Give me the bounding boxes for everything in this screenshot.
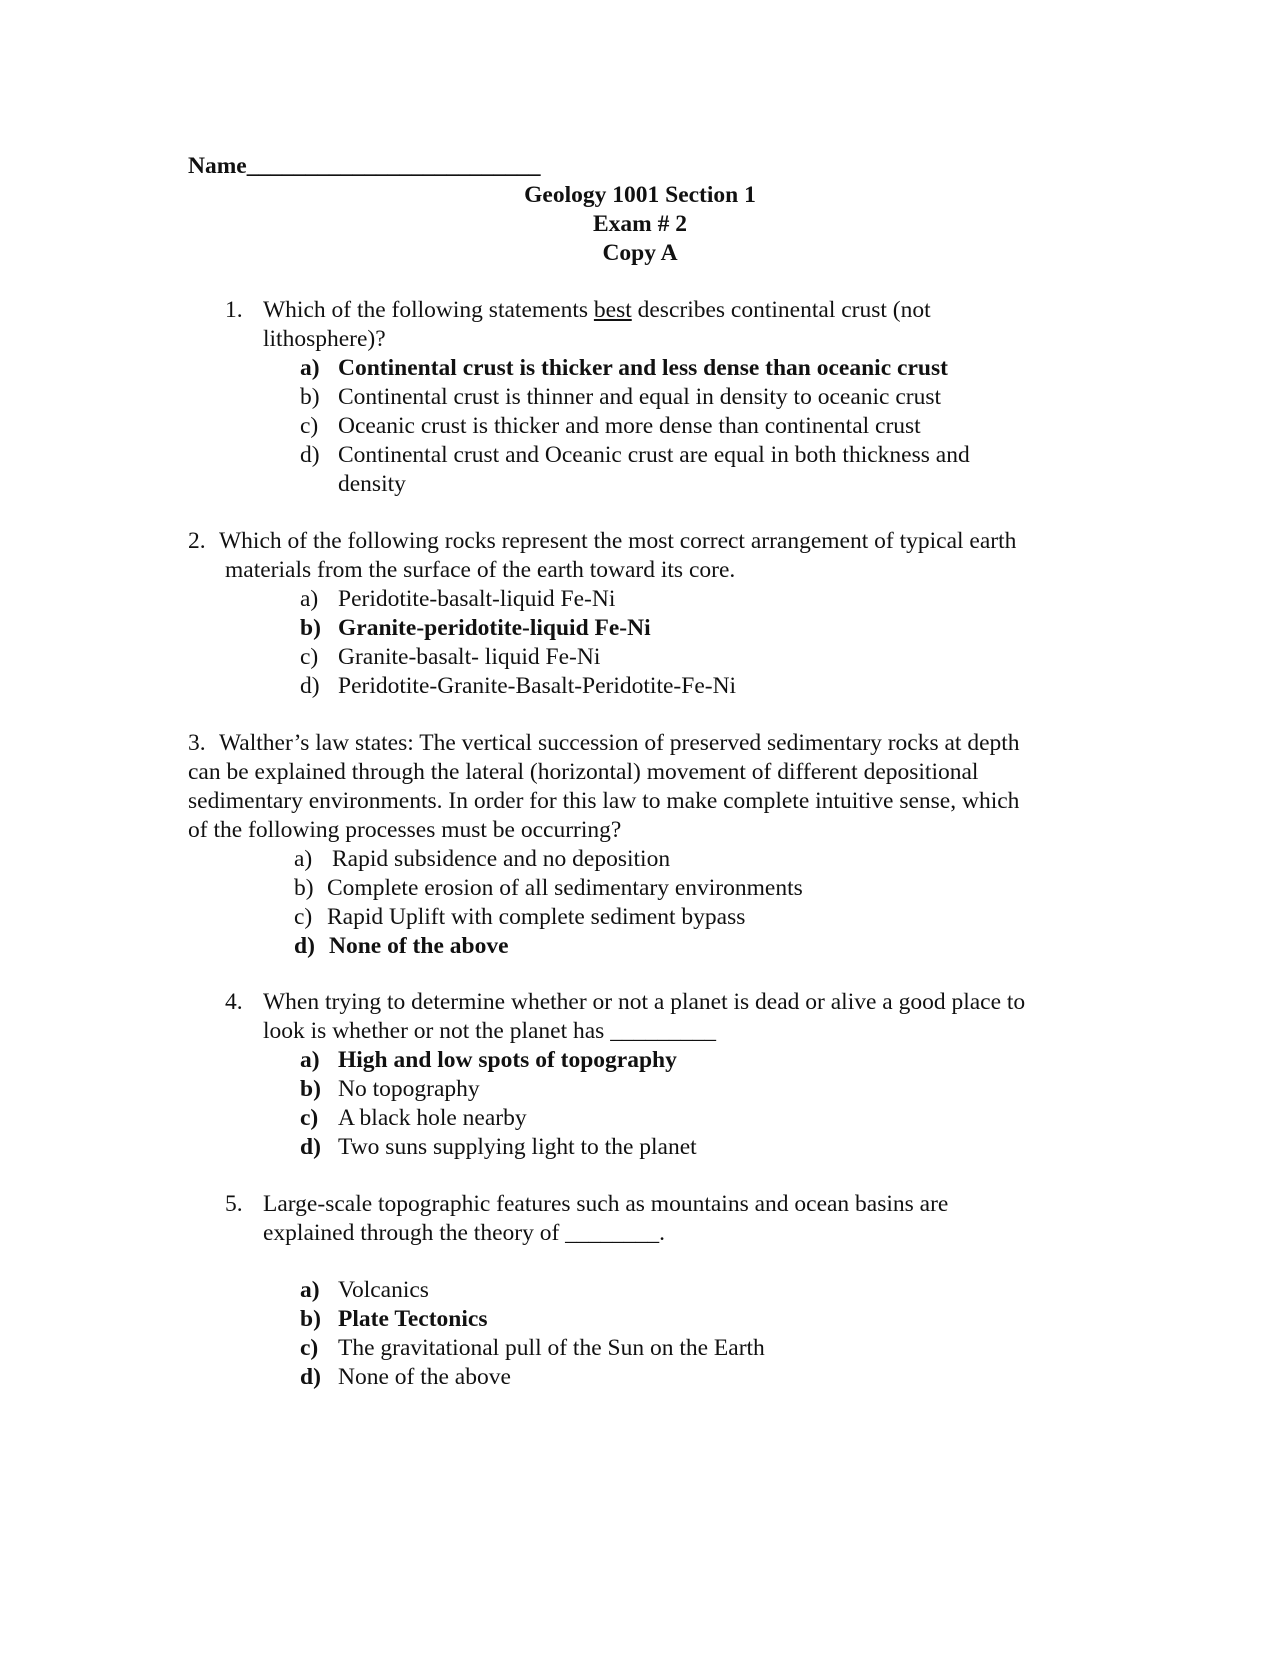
option-c: c) Oceanic crust is thicker and more dense than continental crust bbox=[300, 413, 921, 439]
question-line1: 2. Which of the following rocks represent the most correct arrangement of typical earth bbox=[188, 528, 1017, 554]
question-line2: materials from the surface of the earth toward its core. bbox=[225, 557, 736, 583]
option-a: a) Peridotite-basalt-liquid Fe-Ni bbox=[300, 586, 616, 612]
question-line2: explained through the theory of ________. bbox=[263, 1220, 666, 1246]
option-a: a) Volcanics bbox=[300, 1277, 429, 1303]
question-text: Which of the following statements best describes continental crust (not bbox=[263, 297, 931, 323]
option-b: b) Complete erosion of all sedimentary environments bbox=[294, 875, 803, 901]
question-number: 4. bbox=[225, 989, 243, 1015]
name-label: Name bbox=[188, 153, 247, 179]
option-c: c) The gravitational pull of the Sun on the Earth bbox=[300, 1335, 765, 1361]
option-c: c) A black hole nearby bbox=[300, 1105, 527, 1131]
option-d: d) Two suns supplying light to the planet bbox=[300, 1134, 697, 1160]
option-a: a) Continental crust is thicker and less dense than oceanic crust bbox=[300, 355, 948, 381]
question-line3: sedimentary environments. In order for this law to make complete intuitive sense, which bbox=[188, 788, 1020, 814]
option-d: d) None of the above bbox=[300, 1364, 511, 1390]
course-title: Geology 1001 Section 1 bbox=[524, 182, 756, 208]
question-line2: look is whether or not the planet has _________ bbox=[263, 1018, 716, 1044]
question-line1: 3. Walther’s law states: The vertical succession of preserved sedimentary rocks at depth bbox=[188, 730, 1020, 756]
option-d: d) None of the above bbox=[294, 933, 509, 959]
question-number: 1. bbox=[225, 297, 243, 323]
option-a: a) High and low spots of topography bbox=[300, 1047, 677, 1073]
option-b: b) Continental crust is thinner and equal in density to oceanic crust bbox=[300, 384, 942, 410]
option-b: b) Granite-peridotite-liquid Fe-Ni bbox=[300, 615, 651, 641]
name-blank: _________________________ bbox=[246, 153, 541, 179]
option-b: b) No topography bbox=[300, 1076, 480, 1102]
question-line1: Large-scale topographic features such as mountains and ocean basins are bbox=[263, 1191, 949, 1217]
option-d-line2: density bbox=[338, 471, 406, 497]
name-line bbox=[188, 152, 540, 180]
option-d: d) Peridotite-Granite-Basalt-Peridotite-Fe-Ni bbox=[300, 673, 737, 699]
copy-title: Copy A bbox=[602, 240, 678, 266]
question-number: 5. bbox=[225, 1191, 243, 1217]
emphasis-best: best bbox=[593, 297, 632, 323]
option-b: b) Plate Tectonics bbox=[300, 1306, 488, 1332]
question-text-line2: lithosphere)? bbox=[263, 326, 386, 352]
question-line2: can be explained through the lateral (horizontal) movement of different depositional bbox=[188, 759, 979, 785]
question-line1: When trying to determine whether or not a planet is dead or alive a good place to bbox=[263, 989, 1026, 1015]
option-a: a) Rapid subsidence and no deposition bbox=[294, 846, 671, 872]
option-c: c) Granite-basalt- liquid Fe-Ni bbox=[300, 644, 601, 670]
option-d: d) Continental crust and Oceanic crust are equal in both thickness and bbox=[300, 442, 970, 468]
exam-title: Exam # 2 bbox=[593, 211, 687, 237]
option-c: c) Rapid Uplift with complete sediment bypass bbox=[294, 904, 746, 930]
question-line4: of the following processes must be occurring? bbox=[188, 817, 622, 843]
